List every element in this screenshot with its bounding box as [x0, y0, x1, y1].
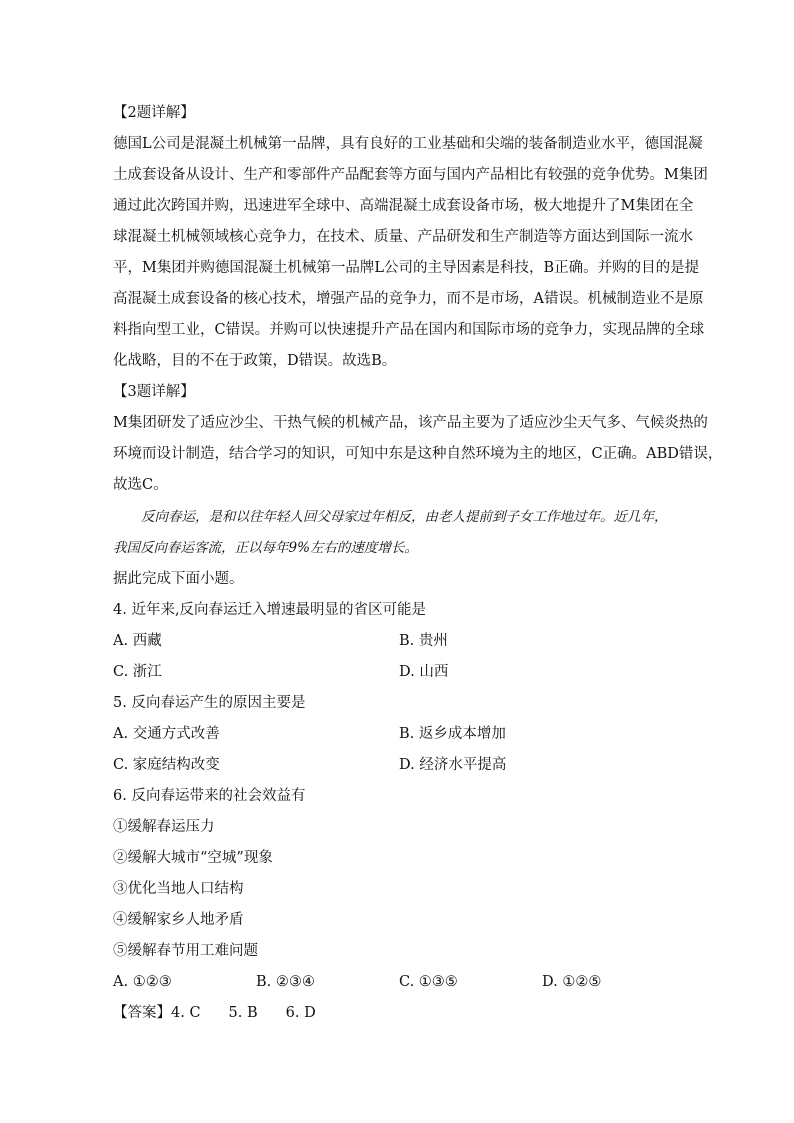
question-4-options-row-2: [113, 657, 685, 688]
paragraph-line: 故选C。: [113, 477, 168, 493]
section-2-title: 【2题详解】: [113, 105, 195, 121]
option-d[interactable]: D. 山西: [399, 664, 449, 680]
passage-line: 反向春运，是和以往年轻人回父母家过年相反，由老人提前到子女工作地过年。近几年，: [141, 509, 668, 525]
statement-item: ⑤缓解春节用工难问题: [113, 943, 258, 959]
option-b[interactable]: B. ②③④: [256, 974, 315, 990]
section-2-paragraph: [113, 129, 708, 377]
option-a[interactable]: A. 交通方式改善: [113, 726, 220, 742]
question-4-stem: 4. 近年来,反向春运迁入增速最明显的省区可能是: [113, 602, 427, 618]
paragraph-line: 环境而设计制造，结合学习的知识，可知中东是这种自然环境为主的地区，C正确。ABD错误，: [113, 446, 723, 462]
questions-block: [113, 564, 685, 1029]
paragraph-line: 通过此次跨国并购，迅速进军全球中、高端混凝土成套设备市场，极大地提升了M集团在全: [113, 198, 694, 214]
answer-line: [113, 998, 685, 1029]
paragraph-line: 球混凝土机械领域核心竞争力，在技术、质量、产品研发和生产制造等方面达到国际一流水: [113, 229, 693, 245]
option-c[interactable]: C. 浙江: [113, 664, 162, 680]
section-3-title: 【3题详解】: [113, 384, 195, 400]
option-a[interactable]: A. 西藏: [113, 633, 162, 649]
passage-line: 我国反向春运客流，正以每年9%左右的速度增长。: [113, 540, 418, 556]
statement-item: ②缓解大城市“空城”现象: [113, 850, 273, 866]
option-a[interactable]: A. ①②③: [113, 974, 172, 990]
option-c[interactable]: C. ①③⑤: [399, 974, 458, 990]
instruction: 据此完成下面小题。: [113, 571, 244, 587]
question-5-options-row-2: [113, 750, 685, 781]
answer-value: 5. B: [228, 1005, 258, 1021]
question-5-stem: 5. 反向春运产生的原因主要是: [113, 695, 306, 711]
paragraph-line: 土成套设备从设计、生产和零部件产品配套等方面与国内产品相比有较强的竞争优势。M集团: [113, 167, 708, 183]
question-6-stem: 6. 反向春运带来的社会效益有: [113, 788, 306, 804]
question-6-options-row: [113, 967, 685, 998]
paragraph-line: 高混凝土成套设备的核心技术，增强产品的竞争力，而不是市场，A错误。机械制造业不是原: [113, 291, 704, 307]
reading-passage: [113, 502, 685, 564]
paragraph-line: 化战略，目的不在于政策，D错误。故选B。: [113, 353, 397, 369]
option-c[interactable]: C. 家庭结构改变: [113, 757, 220, 773]
statement-item: ①缓解春运压力: [113, 819, 215, 835]
paragraph-line: M集团研发了适应沙尘、干热气候的机械产品，该产品主要为了适应沙尘天气多、气候炎热的: [113, 415, 708, 431]
question-4-options-row-1: [113, 626, 685, 657]
paragraph-line: 料指向型工业，C错误。并购可以快速提升产品在国内和国际市场的竞争力，实现品牌的全球: [113, 322, 705, 338]
answer-value: 4. C: [171, 1005, 201, 1021]
answer-label: 【答案】: [113, 1005, 171, 1021]
option-b[interactable]: B. 返乡成本增加: [399, 726, 506, 742]
answer-value: 6. D: [285, 1005, 316, 1021]
option-b[interactable]: B. 贵州: [399, 633, 448, 649]
option-d[interactable]: D. 经济水平提高: [399, 757, 507, 773]
option-d[interactable]: D. ①②⑤: [542, 974, 602, 990]
question-5-options-row-1: [113, 719, 685, 750]
paragraph-line: 德国L公司是混凝土机械第一品牌，具有良好的工业基础和尖端的装备制造业水平，德国混凝: [113, 136, 703, 152]
statement-item: ④缓解家乡人地矛盾: [113, 912, 244, 928]
section-3-explanation: [113, 377, 723, 501]
paragraph-line: 平，M集团并购德国混凝土机械第一品牌L公司的主导因素是科技，B正确。并购的目的是提: [113, 260, 700, 276]
section-3-paragraph: [113, 408, 723, 501]
section-2-explanation: [113, 98, 708, 377]
statement-item: ③优化当地人口结构: [113, 881, 244, 897]
